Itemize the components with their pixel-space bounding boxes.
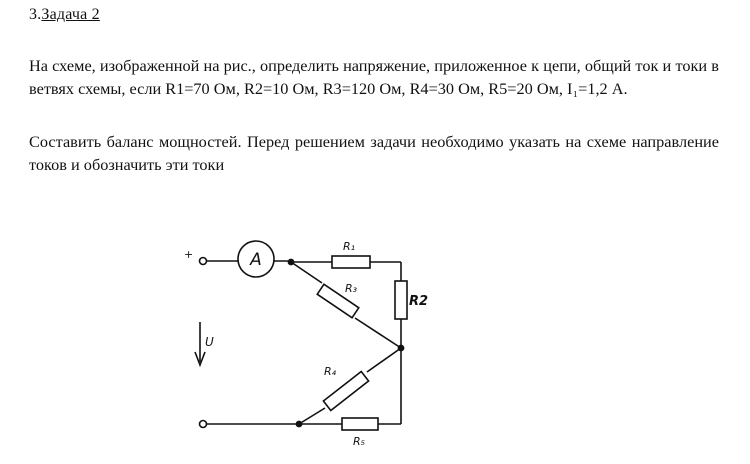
r5-label: R₅ [353,435,366,448]
r3-label: R₃ [345,282,358,295]
voltage-label: U [205,335,214,349]
resistor-r2 [395,281,407,319]
problem-statement: На схеме, изображенной на рис., определить напряжение, приложенное к цепи, общий ток и токи в ветвях схемы, если R1=70 Ом, R2=10 Ом, R3=120 Ом, R4=30 Ом, R5=20 Ом, I₁=1,2 А. [29,56,719,98]
plus-sign: + [184,248,194,261]
resistor-r5 [342,418,378,430]
task-number: 3. [29,6,42,23]
task-title: Задача 2 [41,6,100,23]
ammeter-label: A [250,250,262,270]
wire-r4-top [367,348,401,372]
r4-label: R₄ [324,365,337,378]
wire-r4-bottom [299,408,325,424]
input-terminal-top [200,258,207,265]
r1-label: R₁ [343,240,356,253]
wire-r3-top [291,262,322,283]
wire-r3-bottom [355,318,401,348]
input-terminal-bottom [200,421,207,428]
power-balance-instruction: Составить баланс мощностей. Перед решением задачи необходимо указать на схеме направление токов и обозначить эти токи [29,132,719,174]
resistor-r1 [332,256,370,268]
r2-label: R2 [409,294,429,309]
